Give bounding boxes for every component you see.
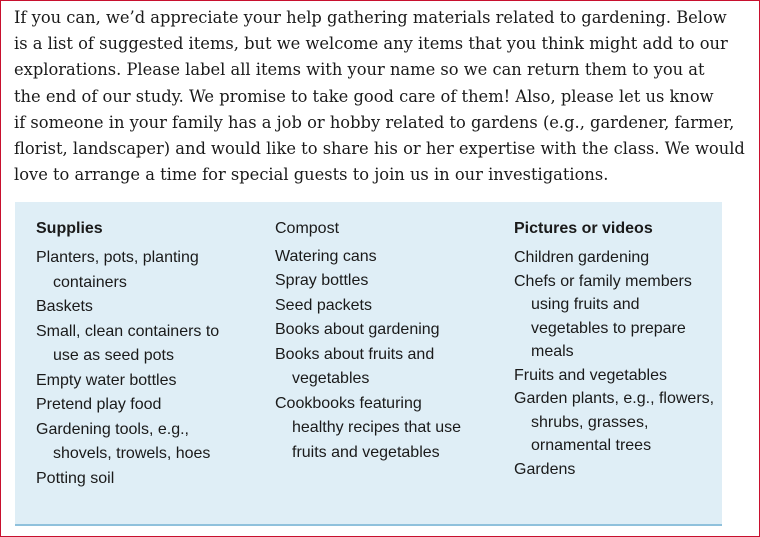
list-item: Seed packets xyxy=(275,296,372,314)
intro-line: the end of our study. We promise to take good care of them! Also, please let us know xyxy=(14,86,714,106)
list-item: Planters, pots, planting containers xyxy=(36,249,199,291)
list-item: Books about fruits and vegetables xyxy=(275,345,435,387)
list-item: Garden plants, e.g., flowers, shrubs, grasses, ornamental trees xyxy=(514,390,715,454)
list-item: Baskets xyxy=(36,298,93,315)
intro-line: florist, landscaper) and would like to share his or her expertise with the class. We would xyxy=(14,139,745,159)
intro-line: is a list of suggested items, but we welcome any items that you think might add to our xyxy=(14,34,728,54)
list-item: Compost xyxy=(275,220,340,237)
list-item: Books about gardening xyxy=(275,321,440,338)
middle-column xyxy=(275,219,485,465)
intro-line: explorations. Please label all items with your name so we can return them to you at xyxy=(14,60,705,80)
supplies-column xyxy=(36,219,241,491)
list-item: Children gardening xyxy=(514,249,650,266)
list-item: Pretend play food xyxy=(36,396,162,413)
list-item: Fruits and vegetables xyxy=(514,366,667,384)
list-item: Empty water bottles xyxy=(36,371,177,389)
materials-list-box xyxy=(15,202,722,526)
list-item: Watering cans xyxy=(275,247,377,265)
intro-line: love to arrange a time for special guests to join us in our investigations. xyxy=(14,165,609,185)
list-item: Chefs or family members using fruits and vegetables to prepare meals xyxy=(514,272,692,360)
pictures-heading: Pictures or videos xyxy=(514,220,653,237)
supplies-heading: Supplies xyxy=(36,220,103,237)
list-item: Potting soil xyxy=(36,469,115,487)
pictures-column xyxy=(514,219,714,481)
intro-paragraph xyxy=(14,5,749,188)
list-item: Cookbooks featuring healthy recipes that use fruits and vegetables xyxy=(275,394,461,461)
list-item: Gardens xyxy=(514,460,576,478)
list-item: Spray bottles xyxy=(275,272,369,289)
list-item: Small, clean containers to use as seed pots xyxy=(36,322,220,364)
intro-line: if someone in your family has a job or hobby related to gardens (e.g., gardener, farmer, xyxy=(14,112,735,132)
list-item: Gardening tools, e.g., shovels, trowels, hoes xyxy=(36,420,211,462)
intro-line: If you can, we’d appreciate your help gathering materials related to gardening. Below xyxy=(14,8,727,27)
